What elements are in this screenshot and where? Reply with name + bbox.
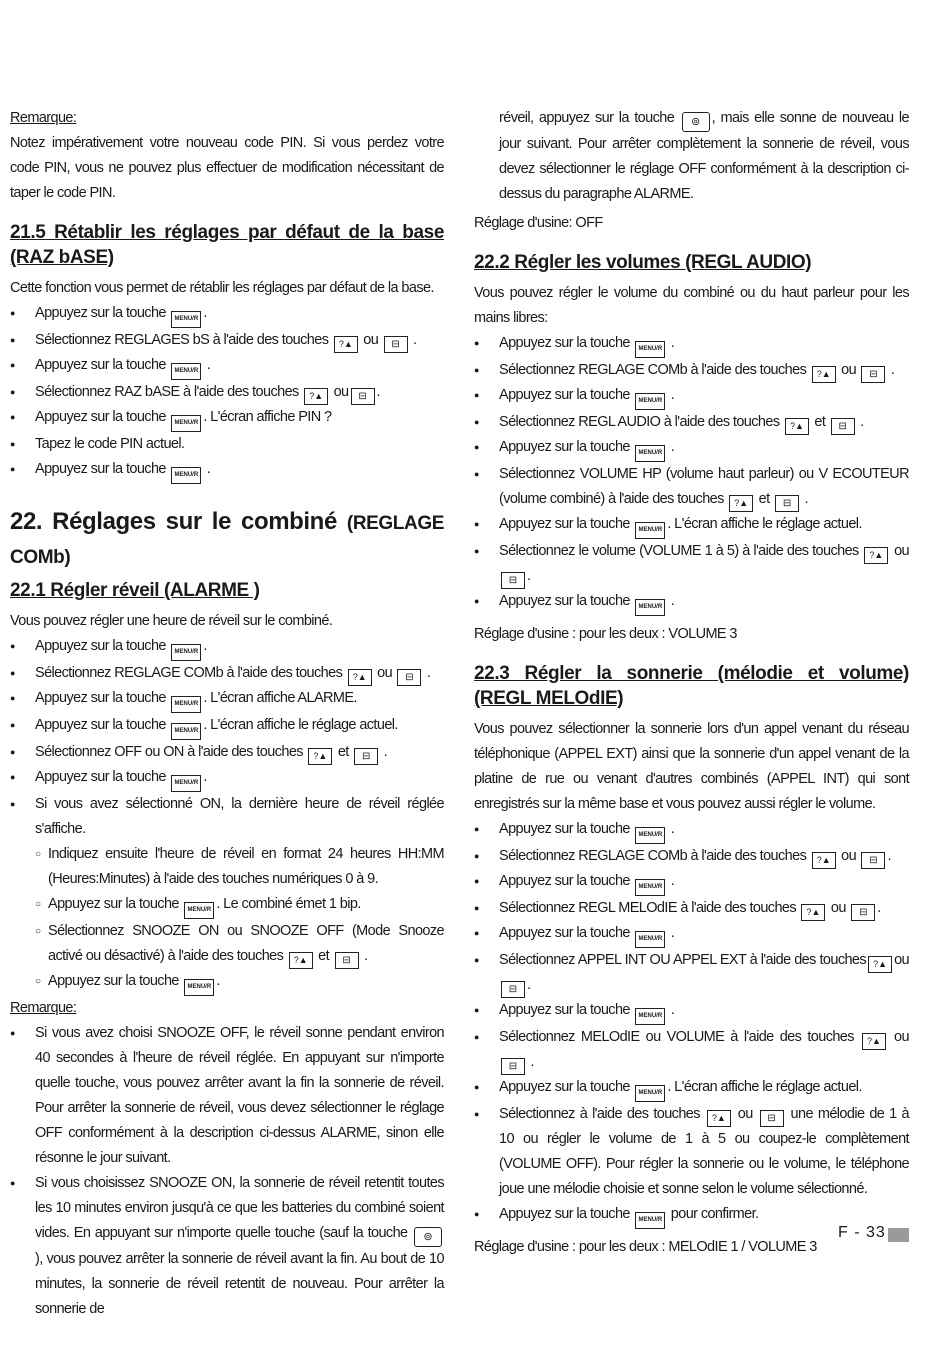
section-21-5-intro: Cette fonction vous permet de rétablir les réglages par défaut de la base. — [10, 280, 434, 296]
list-item: ● Appuyez sur la touche MENU/R . — [474, 869, 909, 896]
factory-setting: Réglage d'usine : pour les deux : MELOdIE 1 / VOLUME 3 — [474, 1239, 817, 1255]
section-22-2-steps — [474, 331, 909, 616]
menu-key-icon: MENU/R — [635, 1085, 665, 1102]
list-item: ● Sélectionnez VOLUME HP (volume haut parleur) ou V ECOUTEUR (volume combiné) à l'aide des touches ?▲ et ⊟ . — [474, 462, 909, 512]
phonebook-key-icon: ⊟ — [384, 336, 408, 353]
list-item: ● Appuyez sur la touche MENU/R . — [474, 331, 909, 358]
section-22-3-intro: Vous pouvez sélectionner la sonnerie lors d'un appel venant du réseau téléphonique (APPEL EXT) ainsi que la sonnerie d'un appel venant de la platine de rue ou venant d'autres combinés (APPEL INT) qui sont enregistrés sur la même base et vous pouvez aussi régler le volume. — [474, 721, 909, 812]
up-key-icon: ?▲ — [304, 388, 328, 405]
phonebook-key-icon: ⊟ — [501, 572, 525, 589]
end-call-key-icon: ⊚ — [414, 1227, 442, 1247]
section-22-1-substeps — [10, 842, 444, 996]
up-key-icon: ?▲ — [785, 418, 809, 435]
phonebook-key-icon: ⊟ — [775, 495, 799, 512]
list-item: ● Sélectionnez REGLAGE COMb à l'aide des touches ?▲ ou ⊟ . — [10, 661, 444, 686]
section-22-2-intro: Vous pouvez régler le volume du combiné ou du haut parleur pour les mains libres: — [474, 285, 909, 326]
list-item: ● Si vous avez choisi SNOOZE OFF, le réveil sonne pendant environ 40 secondes à l'heure de réveil réglée. En appuyant sur n'importe quelle touche, vous pouvez arrêter avant la fin la sonnerie de réveil. Pour arrêter la sonnerie de réveil, vous devez sélectionner le réglage OFF conformément à la description ci-dessus ALARME, sinon elle résonne le jour suivant. — [10, 1021, 444, 1171]
list-item: ● Sélectionnez APPEL INT OU APPEL EXT à l'aide des touches ?▲ ou⊟ . — [474, 948, 909, 998]
menu-key-icon: MENU/R — [635, 341, 665, 358]
menu-key-icon: MENU/R — [171, 415, 201, 432]
menu-key-icon: MENU/R — [171, 311, 201, 328]
list-item: ● Appuyez sur la touche MENU/R . L'écran affiche PIN ? — [10, 405, 444, 432]
section-22-1-title: 22.1 Régler réveil (ALARME ) — [10, 580, 260, 601]
remark-label: Remarque: — [10, 110, 77, 126]
section-22-2-title: 22.2 Régler les volumes (REGL AUDIO) — [474, 252, 812, 273]
section-22-1-steps — [10, 634, 444, 996]
remark-text: Notez impérativement votre nouveau code PIN. Si vous perdez votre code PIN, vous ne pouvez plus effectuer de modification nécessitant de taper le code PIN. — [10, 135, 444, 201]
menu-key-icon: MENU/R — [635, 1008, 665, 1025]
section-21-5-steps — [10, 301, 444, 484]
up-key-icon: ?▲ — [729, 495, 753, 512]
list-item: ○ Sélectionnez SNOOZE ON ou SNOOZE OFF (Mode Snooze activé ou désactivé) à l'aide des touches ?▲ et ⊟ . — [10, 919, 444, 969]
up-key-icon: ?▲ — [868, 956, 892, 973]
up-key-icon: ?▲ — [864, 547, 888, 564]
list-item: ● Appuyez sur la touche MENU/R . — [474, 589, 909, 616]
continued-paragraph: réveil, appuyez sur la touche ⊚ , mais elle sonne de nouveau le jour suivant. Pour arrêter complètement la sonnerie de réveil, vous devez sélectionner le réglage OFF conformément à la description ci-dessus du paragraphe ALARME. — [499, 110, 909, 202]
list-item: ○ Appuyez sur la touche MENU/R . — [10, 969, 444, 996]
list-item: ● Appuyez sur la touche MENU/R . — [10, 353, 444, 380]
factory-setting: Réglage d'usine: OFF — [474, 215, 603, 231]
list-item: ● Sélectionnez MELOdIE ou VOLUME à l'aide des touches ?▲ ou ⊟ . — [474, 1025, 909, 1075]
end-call-key-icon: ⊚ — [682, 112, 710, 132]
menu-key-icon: MENU/R — [635, 931, 665, 948]
list-item: ● Appuyez sur la touche MENU/R . — [474, 383, 909, 410]
remark-label: Remarque: — [10, 1000, 77, 1016]
menu-key-icon: MENU/R — [635, 1212, 665, 1229]
list-item: ● Si vous choisissez SNOOZE ON, la sonnerie de réveil retentit toutes les 10 minutes environ jusqu'à ce que les batteries du combiné soient vides. En appuyant sur n'importe quelle touche (sauf la touche ⊚ ), vous pouvez arrêter la sonnerie de réveil avant la fin. Au bout de 10 minutes, la sonnerie de réveil retentit de nouveau. Pour arrêter la sonnerie de — [10, 1171, 444, 1322]
menu-key-icon: MENU/R — [635, 879, 665, 896]
menu-key-icon: MENU/R — [184, 979, 214, 996]
list-item: ● Sélectionnez OFF ou ON à l'aide des touches ?▲ et ⊟ . — [10, 740, 444, 765]
up-key-icon: ?▲ — [801, 904, 825, 921]
menu-key-icon: MENU/R — [635, 599, 665, 616]
phonebook-key-icon: ⊟ — [501, 1058, 525, 1075]
list-item: ● Tapez le code PIN actuel. — [10, 432, 444, 457]
up-key-icon: ?▲ — [812, 366, 836, 383]
menu-key-icon: MENU/R — [171, 363, 201, 380]
right-column — [474, 106, 909, 1260]
menu-key-icon: MENU/R — [635, 522, 665, 539]
up-key-icon: ?▲ — [812, 852, 836, 869]
chapter-22-title: 22. Réglages sur le combiné (REGLAGE COMb) — [10, 508, 444, 568]
up-key-icon: ?▲ — [308, 748, 332, 765]
list-item: ● Appuyez sur la touche MENU/R . — [474, 817, 909, 844]
menu-key-icon: MENU/R — [171, 644, 201, 661]
phonebook-key-icon: ⊟ — [760, 1110, 784, 1127]
remark-list — [10, 1021, 444, 1322]
list-item: ● Sélectionnez RAZ bASE à l'aide des touches ?▲ ou ⊟ . — [10, 380, 444, 405]
up-key-icon: ?▲ — [348, 669, 372, 686]
list-item: ● Appuyez sur la touche MENU/R . — [10, 457, 444, 484]
menu-key-icon: MENU/R — [635, 827, 665, 844]
section-22-3-title: 22.3 Régler la sonnerie (mélodie et volume) (REGL MELOdIE) — [474, 663, 909, 709]
menu-key-icon: MENU/R — [635, 445, 665, 462]
list-item: ● Sélectionnez REGL MELOdIE à l'aide des touches ?▲ ou ⊟ . — [474, 896, 909, 921]
list-item: ● Appuyez sur la touche MENU/R . — [10, 765, 444, 792]
list-item: ● Appuyez sur la touche MENU/R . — [10, 301, 444, 328]
left-column — [10, 106, 444, 1322]
list-item: ○ Appuyez sur la touche MENU/R . Le combiné émet 1 bip. — [10, 892, 444, 919]
list-item: ○ Indiquez ensuite l'heure de réveil en format 24 heures HH:MM (Heures:Minutes) à l'aide des touches numériques 0 à 9. — [10, 842, 444, 892]
list-item: ● Sélectionnez REGLAGE COMb à l'aide des touches ?▲ ou ⊟ . — [474, 358, 909, 383]
list-item: ● Appuyez sur la touche MENU/R pour confirmer. — [474, 1202, 909, 1229]
phonebook-key-icon: ⊟ — [397, 669, 421, 686]
list-item: ● Sélectionnez REGLAGE COMb à l'aide des touches ?▲ ou ⊟ . — [474, 844, 909, 869]
up-key-icon: ?▲ — [289, 952, 313, 969]
list-item: ● Sélectionnez le volume (VOLUME 1 à 5) à l'aide des touches ?▲ ou ⊟ . — [474, 539, 909, 589]
phonebook-key-icon: ⊟ — [501, 981, 525, 998]
list-item: ● Appuyez sur la touche MENU/R . — [474, 435, 909, 462]
phonebook-key-icon: ⊟ — [335, 952, 359, 969]
up-key-icon: ?▲ — [334, 336, 358, 353]
list-item: ● Sélectionnez REGL AUDIO à l'aide des touches ?▲ et ⊟ . — [474, 410, 909, 435]
phonebook-key-icon: ⊟ — [351, 388, 375, 405]
menu-key-icon: MENU/R — [171, 467, 201, 484]
list-item: ● Appuyez sur la touche MENU/R . L'écran affiche ALARME. — [10, 686, 444, 713]
phonebook-key-icon: ⊟ — [861, 366, 885, 383]
menu-key-icon: MENU/R — [635, 393, 665, 410]
up-key-icon: ?▲ — [707, 1110, 731, 1127]
phonebook-key-icon: ⊟ — [831, 418, 855, 435]
menu-key-icon: MENU/R — [171, 775, 201, 792]
menu-key-icon: MENU/R — [171, 696, 201, 713]
menu-key-icon: MENU/R — [171, 723, 201, 740]
page-number: F - 33 — [838, 1224, 886, 1241]
list-item: ● Si vous avez sélectionné ON, la dernière heure de réveil réglée s'affiche. ○ Indiquez ensuite l'heure de réveil en format 24 heures HH:MM (Heures:Minutes) à l'aide des touches numériques 0 à 9. ○ Appuyez sur la touche MENU/R . Le combiné émet 1 bip. ○ Sélectionnez SNOOZE ON ou SNOOZE OFF (Mode Snooze activé ou désactivé) à l'aide des touches ?▲ et ⊟ . ○ Appuyez sur la touche MENU/R . — [10, 792, 444, 996]
list-item: ● Appuyez sur la touche MENU/R . — [474, 921, 909, 948]
phonebook-key-icon: ⊟ — [354, 748, 378, 765]
list-item: ● Appuyez sur la touche MENU/R . — [10, 634, 444, 661]
page-marker-bar — [888, 1228, 909, 1242]
list-item: ● Appuyez sur la touche MENU/R . — [474, 998, 909, 1025]
section-22-1-intro: Vous pouvez régler une heure de réveil sur le combiné. — [10, 613, 333, 629]
list-item: ● Appuyez sur la touche MENU/R . L'écran affiche le réglage actuel. — [474, 512, 909, 539]
list-item: ● Appuyez sur la touche MENU/R . L'écran affiche le réglage actuel. — [10, 713, 444, 740]
section-21-5-title: 21.5 Rétablir les réglages par défaut de la base (RAZ bASE) — [10, 222, 444, 268]
factory-setting: Réglage d'usine : pour les deux : VOLUME 3 — [474, 626, 737, 642]
list-item: ● Sélectionnez à l'aide des touches ?▲ ou ⊟ une mélodie de 1 à 10 ou régler le volume de 1 à 5 ou coupez-le complètement (VOLUME OFF). Pour régler la sonnerie ou le volume, le téléphone joue une mélodie choisie et sonne selon le volume sélectionné. — [474, 1102, 909, 1202]
phonebook-key-icon: ⊟ — [851, 904, 875, 921]
list-item: ● Sélectionnez REGLAGES bS à l'aide des touches ?▲ ou ⊟ . — [10, 328, 444, 353]
up-key-icon: ?▲ — [862, 1033, 886, 1050]
list-item: ● Appuyez sur la touche MENU/R . L'écran affiche le réglage actuel. — [474, 1075, 909, 1102]
menu-key-icon: MENU/R — [184, 902, 214, 919]
phonebook-key-icon: ⊟ — [861, 852, 885, 869]
section-22-3-steps — [474, 817, 909, 1229]
